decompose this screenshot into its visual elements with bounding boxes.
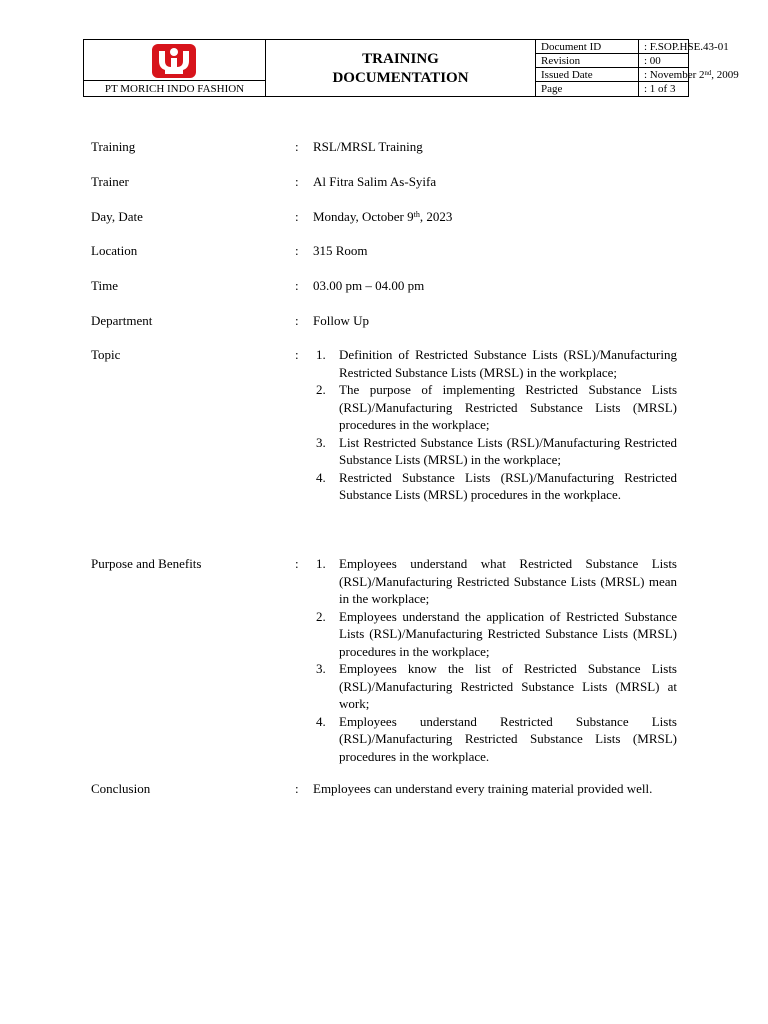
field-colon: : xyxy=(295,278,299,293)
topic-list xyxy=(313,346,677,504)
field-colon: : xyxy=(295,313,299,328)
meta-row-issued-date xyxy=(536,67,739,82)
list-item: 2. The purpose of implementing Restricted Substance Lists (RSL)/Manufacturing Restricted Substance Lists (MRSL) procedures in the workplace; xyxy=(316,382,677,432)
list-item: 4. Restricted Substance Lists (RSL)/Manufacturing Restricted Substance Lists (MRSL) procedures in the workplace. xyxy=(316,469,677,502)
field-value: 03.00 pm – 04.00 pm xyxy=(313,278,425,293)
list-item: 3. Employees know the list of Restricted Substance Lists (RSL)/Manufacturing Restricted Substance Lists (MRSL) at work; xyxy=(316,661,677,711)
meta-value: : 1 of 3 xyxy=(644,83,676,95)
meta-label: Page xyxy=(541,83,563,95)
field-label: Time xyxy=(91,278,118,293)
field-value: Follow Up xyxy=(313,313,369,328)
title-line-1: TRAINING xyxy=(362,50,439,67)
field-label: Location xyxy=(91,243,138,258)
field-value: RSL/MRSL Training xyxy=(313,139,423,154)
field-colon: : xyxy=(295,347,299,362)
document-header xyxy=(83,39,739,97)
field-label: Conclusion xyxy=(91,781,151,796)
meta-label: Issued Date xyxy=(541,69,593,81)
field-label: Trainer xyxy=(91,174,129,189)
document-title xyxy=(266,40,536,97)
list-item: 4. Employees understand Restricted Substance Lists (RSL)/Manufacturing Restricted Substance Lists (MRSL) procedures in the workplace. xyxy=(316,713,677,764)
field-label: Training xyxy=(91,139,136,154)
field-label: Topic xyxy=(91,347,121,362)
list-item: 3. List Restricted Substance Lists (RSL)/Manufacturing Restricted Substance Lists (MRSL) in the workplace; xyxy=(316,434,677,467)
meta-label: Document ID xyxy=(541,41,602,53)
field-colon: : xyxy=(295,139,299,154)
meta-row-revision xyxy=(536,53,688,68)
list-item: 1. Definition of Restricted Substance Lists (RSL)/Manufacturing Restricted Substance Lists (MRSL) in the workplace; xyxy=(316,347,677,380)
meta-label: Revision xyxy=(541,55,581,67)
meta-row-document-id xyxy=(536,40,729,54)
field-colon: : xyxy=(295,243,299,258)
list-item: 2. Employees understand the application of Restricted Substance Lists (RSL)/Manufacturing Restricted Substance Lists (MRSL) procedures in the workplace; xyxy=(316,608,677,659)
title-line-2: DOCUMENTATION xyxy=(332,69,469,86)
meta-row-page xyxy=(536,81,688,96)
field-value: Al Fitra Salim As-Syifa xyxy=(313,174,437,189)
meta-value: : November 2nd, 2009 xyxy=(644,69,739,81)
field-value: 315 Room xyxy=(313,243,368,258)
purpose-list xyxy=(313,555,677,765)
list-item: 1. Employees understand what Restricted Substance Lists (RSL)/Manufacturing Restricted Substance Lists (MRSL) mean in the workplace; xyxy=(316,556,677,606)
company-logo-icon xyxy=(151,43,197,79)
field-value: Employees can understand every training material provided well. xyxy=(313,781,653,796)
field-colon: : xyxy=(295,781,299,796)
document-meta-table xyxy=(536,40,739,97)
field-colon: : xyxy=(295,556,299,571)
meta-value: : 00 xyxy=(644,55,661,67)
field-value: Monday, October 9th, 2023 xyxy=(313,209,453,224)
meta-value: : F.SOP.HSE.43-01 xyxy=(644,41,729,53)
field-colon: : xyxy=(295,174,299,189)
field-label: Department xyxy=(91,313,153,328)
field-colon: : xyxy=(295,209,299,224)
field-label: Day, Date xyxy=(91,209,143,224)
logo-cell xyxy=(84,40,266,81)
field-label: Purpose and Benefits xyxy=(91,556,202,571)
company-name: PT MORICH INDO FASHION xyxy=(84,81,266,97)
